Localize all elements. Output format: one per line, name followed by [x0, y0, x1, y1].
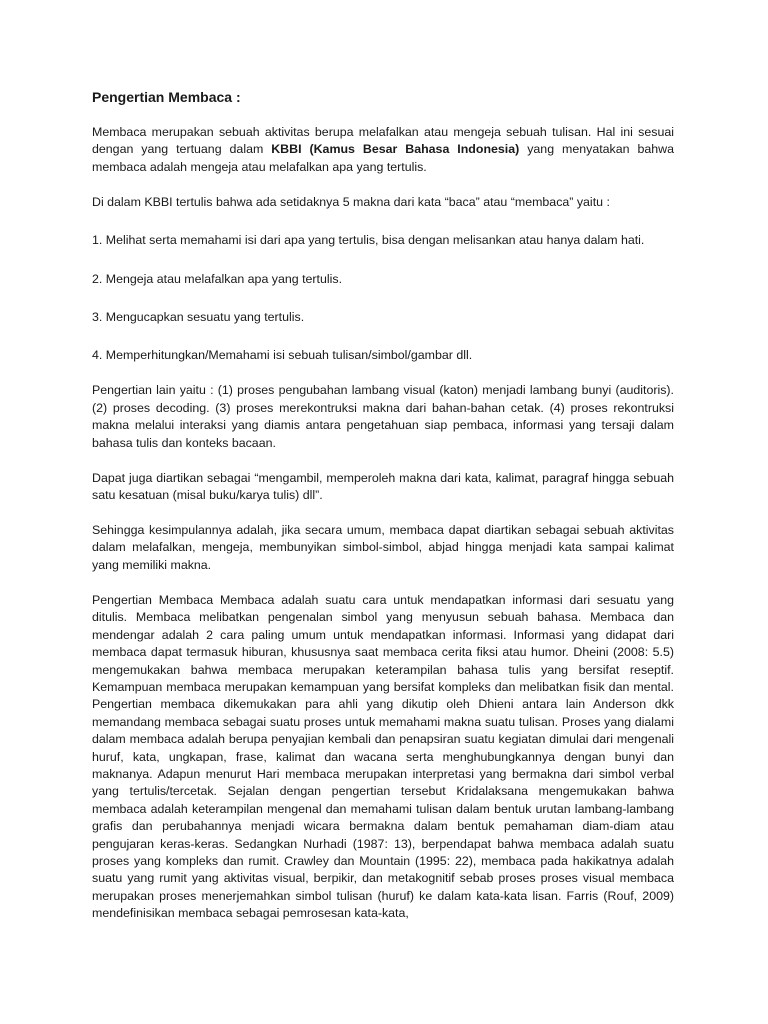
- intro-paragraph: [92, 124, 674, 176]
- page-title: Pengertian Membaca :: [92, 89, 241, 105]
- list-item: 1. Melihat serta memahami isi dari apa yang tertulis, bisa dengan melisankan atau hanya dalam hati.: [92, 233, 645, 248]
- list-item: 2. Mengeja atau melafalkan apa yang tertulis.: [92, 271, 343, 286]
- body-paragraph: Pengertian Membaca Membaca adalah suatu cara untuk mendapatkan informasi dari sesuatu yang ditulis. Membaca melibatkan pengenalan simbol yang menyusun sebuah bahasa. Membaca dan mendengar adalah 2 cara paling umum untuk mendapatkan informasi. Informasi yang didapat dari membaca dapat termasuk hiburan, khususnya saat membaca cerita fiksi atau humor. Dheini (2008: 5.5) mengemukakan bahwa membaca merupakan keterampilan bahasa tulis yang bersifat reseptif. Kemampuan membaca merupakan kemampuan yang bersifat kompleks dan melibatkan fisik dan mental. Pengertian membaca dikemukakan para ahli yang dikutip oleh Dhieni antara lain Anderson dkk memandang membaca sebagai suatu proses untuk memahami makna suatu tulisan. Proses yang dialami dalam membaca adalah berupa penyajian kembali dan penapsiran suatu kegiatan dimulai dari mengenali huruf, kata, ungkapan, frase, kalimat dan wacana serta menghubungkannya dengan bunyi dan maknanya. Adapun menurut Hari membaca merupakan interpretasi yang bermakna dari simbol verbal yang tertulis/tercetak. Sejalan dengan pengertian tersebut Kridalaksana mengemukakan bahwa membaca adalah keterampilan mengenal dan memahami tulisan dalam bentuk urutan lambang-lambang grafis dan perubahannya menjadi wicara bermakna dalam bentuk pemahaman diam-diam atau pengujaran keras-keras. Sedangkan Nurhadi (1987: 13), berpendapat bahwa membaca adalah suatu proses yang kompleks dan rumit. Crawley dan Mountain (1995: 22), membaca pada hakikatnya adalah suatu yang rumit yang aktivitas visual, berpikir, dan metakognitif sebab proses proses visual membaca merupakan proses menerjemahkan simbol tulisan (huruf) ke dalam kata-kata lisan. Farris (Rouf, 2009) mendefinisikan membaca sebagai pemrosesan kata-kata,: [92, 592, 674, 921]
- intro-text-1: Membaca merupakan sebuah aktivitas berupa melafalkan atau mengeja sebuah tulisan. Hal ini sesuai dengan yang tertuang dalam: [92, 125, 674, 157]
- body-paragraph: Dapat juga diartikan sebagai “mengambil, memperoleh makna dari kata, kalimat, paragraf hingga sebuah satu kesatuan (misal buku/karya tulis) dll”.: [92, 470, 674, 503]
- intro-text-2: yang menyatakan bahwa membaca adalah mengeja atau melafalkan apa yang tertulis.: [92, 142, 675, 174]
- document-page: [92, 88, 674, 940]
- body-paragraph: Sehingga kesimpulannya adalah, jika secara umum, membaca dapat diartikan sebagai sebuah aktivitas dalam melafalkan, mengeja, membunyikan simbol-simbol, abjad hingga menjadi kata sampai kalimat yang memiliki makna.: [92, 523, 674, 572]
- body-paragraph: Pengertian lain yaitu : (1) proses pengubahan lambang visual (katon) menjadi lambang bunyi (auditoris). (2) proses decoding. (3) proses merekontruksi makna dari bahan-bahan cetak. (4) proses rekontruksi makna melalui interaksi yang diamis antara pengetahuan siap pembaca, informasi yang tersaji dalam bahasa tulis dan konteks bacaan.: [92, 383, 674, 450]
- kbbi-bold-term: KBBI (Kamus Besar Bahasa Indonesia): [271, 142, 520, 157]
- list-item: 4. Memperhitungkan/Memahami isi sebuah tulisan/simbol/gambar dll.: [92, 348, 473, 363]
- list-item: 3. Mengucapkan sesuatu yang tertulis.: [92, 310, 305, 325]
- kbbi-paragraph: Di dalam KBBI tertulis bahwa ada setidaknya 5 makna dari kata “baca” atau “membaca” yaitu :: [92, 194, 610, 209]
